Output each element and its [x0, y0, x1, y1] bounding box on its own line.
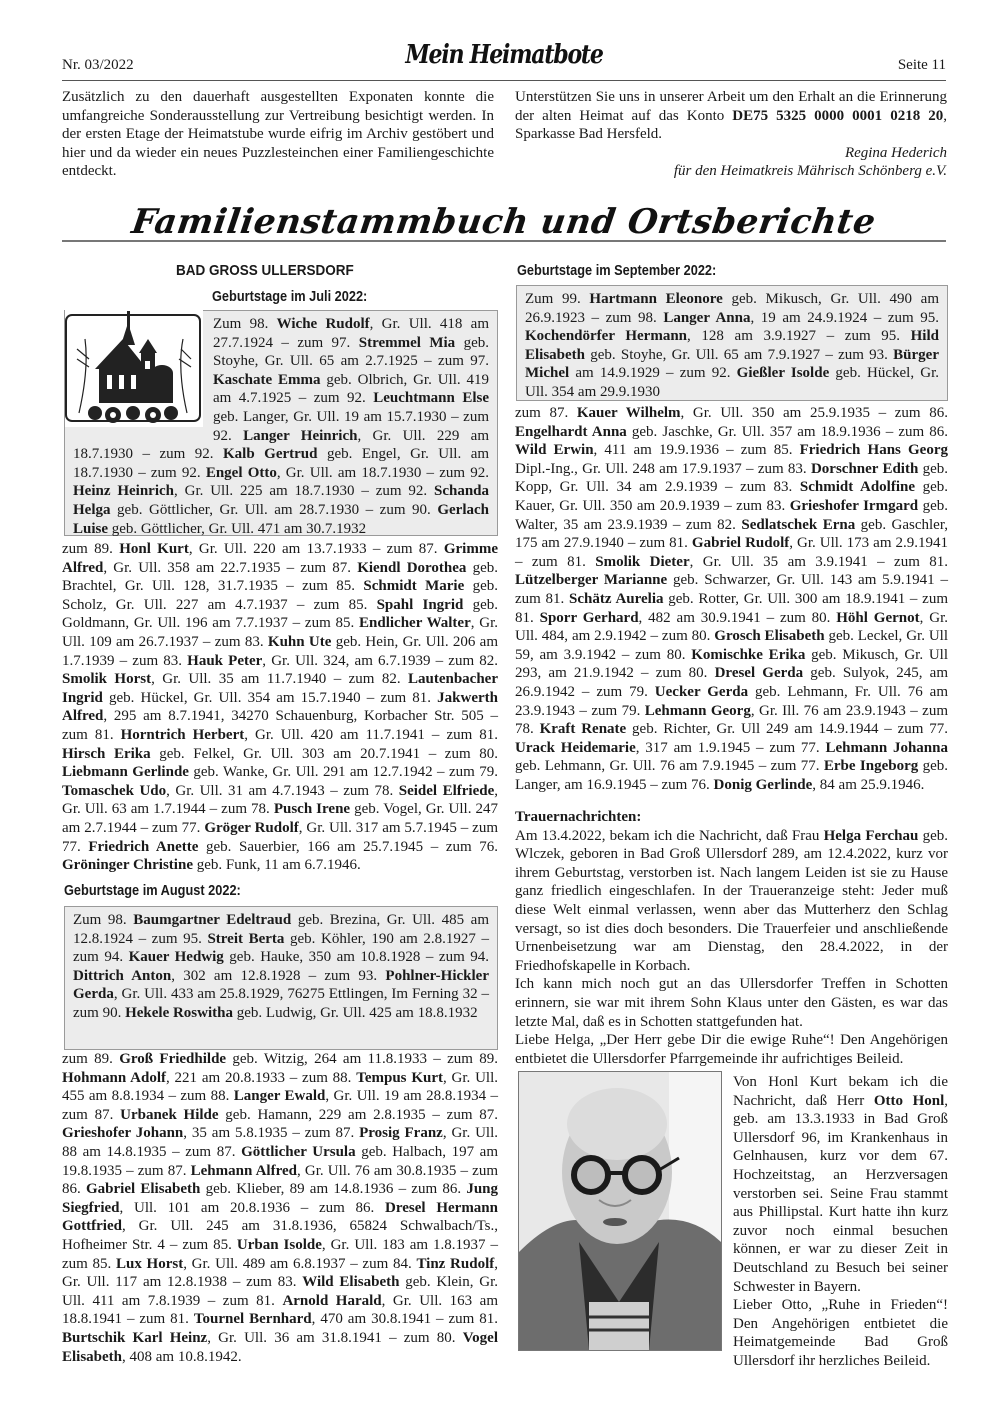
- person-name: Gröger Rudolf: [204, 819, 299, 836]
- place-heading: BAD GROSS ULLERSDORF: [176, 262, 354, 279]
- person-name: Erbe Ingeborg: [823, 758, 919, 775]
- text-segment: geb. Walter, 35 am 23.9.1939 – zum 82.: [515, 497, 948, 533]
- person-name: Hauk Peter: [187, 652, 263, 669]
- text-segment: , Gr. Ull. 358 am 22.7.1935 – zum 87.: [103, 559, 358, 576]
- obituary-helga-paragraph-2: Ich kann mich noch gut an das Ullersdorfer Treffen in Schotten erinnern, sie war mit ihrem Sohn Klaus unter den Gästen, es war das letzte Mal, daß es in Schotten stattgefunden hat.: [515, 976, 948, 1030]
- intro-right-paragraph: [515, 88, 947, 181]
- text-segment: zum 89.: [62, 1051, 120, 1067]
- person-name: Schmidt Marie: [363, 578, 465, 595]
- church-emblem-icon: [65, 309, 203, 427]
- section-title: [62, 200, 946, 242]
- july-list-continued: [62, 540, 498, 875]
- text-segment: , Gr. Ull. 35 am 3.9.1941 – zum 81.: [689, 553, 949, 570]
- text-segment: geb. Göttlicher, Gr. Ull. am 28.7.1930 – zum 90.: [110, 501, 438, 518]
- person-name: Höhl Gernot: [836, 609, 920, 626]
- person-name: Seidel Elfriede: [398, 782, 495, 799]
- person-name: Hild Elisabeth: [525, 328, 939, 363]
- person-name: Langer Ewald: [233, 1088, 326, 1105]
- text-segment: , 470 am 30.8.1941 – zum 81.: [311, 1311, 499, 1328]
- person-name: Gabriel Rudolf: [691, 535, 790, 552]
- person-name: Komischke Erika: [691, 646, 806, 663]
- july-heading: Geburtstage im Juli 2022:: [212, 289, 368, 305]
- person-name: Prosig Franz: [359, 1125, 443, 1142]
- person-name: Dittrich Anton: [73, 967, 172, 984]
- person-name: Bürger Michel: [525, 346, 939, 382]
- person-name: Kaschate Emma: [213, 371, 321, 388]
- text-segment: geb. Schwarzer, Gr. Ull. 143 am 5.9.1941 – zum 81.: [515, 572, 948, 607]
- person-name: Pohlner-Hickler Gerda: [73, 967, 489, 1003]
- text-segment: , Gr. Ull. 63 am 1.7.1944 – zum 78.: [62, 782, 498, 818]
- text-segment: Zum 98.: [213, 316, 277, 332]
- text-segment: geb. Halbach, 197 am 19.8.1935 – zum 87.: [62, 1143, 499, 1179]
- section-title-text: Familienstammbuch und Ortsberichte: [129, 202, 879, 242]
- signature-name: Regina Hederich: [844, 144, 947, 161]
- text-segment: geb. Göttlicher, Gr. Ull. 471 am 30.7.1932: [108, 520, 367, 537]
- august-rest-text: [62, 1050, 498, 1366]
- portrait-photo: [518, 1071, 722, 1351]
- text-segment: geb. Brezina, Gr. Ull. 485 am 12.8.1924 – zum 95.: [73, 912, 489, 947]
- person-name: Schmidt Adolfine: [799, 479, 915, 496]
- text-segment: , 35 am 5.8.1935 – zum 87.: [183, 1125, 360, 1142]
- text-segment: Zum 98.: [73, 912, 134, 928]
- text-segment: geb. Mikusch, Gr. Ull 293, am 21.9.1942 – zum 80.: [515, 646, 948, 682]
- text-segment: , Gr. Ull. 109 am 26.7.1937 – zum 83.: [62, 615, 498, 650]
- september-box: [516, 285, 948, 401]
- person-name: Kuhn Ute: [267, 633, 332, 650]
- text-segment: , Gr. Ull. 117 am 12.8.1938 – zum 83.: [62, 1255, 498, 1291]
- person-name: Streit Berta: [207, 930, 285, 947]
- text-segment: , Gr. Ull. 418 am 27.7.1924 – zum 97.: [213, 316, 489, 351]
- text-segment: , 302 am 12.8.1928 – zum 93.: [171, 967, 386, 984]
- text-segment: , 482 am 30.9.1941 – zum 80.: [638, 609, 837, 626]
- text-segment: geb. Funk, 11 am 6.7.1946.: [192, 857, 361, 874]
- person-name: Göttlicher Ursula: [241, 1143, 356, 1160]
- text-segment: geb. Vogel, Gr. Ull. 247 am 2.7.1944 – zum 77.: [62, 801, 499, 836]
- text-segment: geb. Kauer, Gr. Ull. 350 am 20.9.1939 – zum 83.: [515, 479, 948, 514]
- text-segment: geb. Stoyhe, Gr. Ull. 65 am 2.7.1925 – zum 97.: [213, 334, 489, 370]
- text-segment: geb. Kopp, Gr. Ull. 34 am 2.9.1939 – zum 83.: [515, 460, 948, 496]
- text-segment: Von Honl Kurt bekam ich die Nachricht, daß Herr: [733, 1074, 948, 1109]
- person-name: Grieshofer Irmgard: [789, 497, 919, 514]
- text-segment: geb. Richter, Gr. Ull 249 am 14.9.1944 – zum 77.: [626, 721, 948, 738]
- person-name: Jung Siegfried: [62, 1181, 499, 1216]
- obituaries-heading: Trauernachrichten:: [515, 809, 642, 825]
- text-segment: , Gr. Ull. 163 am 18.8.1941 – zum 81.: [62, 1292, 498, 1328]
- text-segment: geb. Hückel, Gr. Ull. 354 am 29.9.1930: [525, 365, 940, 400]
- text-segment: , 411 am 19.9.1936 – zum 85.: [593, 442, 800, 459]
- person-name: Engelhardt Anna: [515, 423, 627, 440]
- person-name: Tempus Kurt: [356, 1069, 443, 1086]
- person-name: Kiendl Dorothea: [357, 559, 467, 576]
- obituary-otto-section: [733, 1073, 948, 1371]
- text-segment: geb. Langer, Gr. Ull. 19 am 15.7.1930 – zum 92.: [213, 408, 489, 444]
- person-name: Schanda Helga: [73, 483, 490, 518]
- text-segment: geb. Hauke, 350 am 10.8.1928 – zum 94.: [223, 949, 489, 966]
- person-name: Schätz Aurelia: [569, 590, 664, 607]
- person-name: Dresel Hermann Gottfried: [62, 1199, 498, 1235]
- text-segment: geb. Engel, Gr. Ull. am 18.7.1930 – zum 92.: [73, 446, 490, 481]
- person-name: Hekele Roswitha: [125, 1004, 233, 1021]
- person-name: Otto Honl: [873, 1092, 945, 1109]
- person-name: Lehmann Alfred: [190, 1162, 297, 1179]
- text-segment: , Gr. Ull. 245 am 31.8.1936, 65824 Schwalbach/Ts., Hofheimer Str. 4 – zum 85.: [62, 1218, 498, 1253]
- text-segment: , 408 am 10.8.1942.: [122, 1348, 242, 1365]
- person-name: Stremmel Mia: [358, 334, 456, 351]
- september-rest-text: [515, 404, 948, 794]
- intro-left-text: Zusätzlich zu den dauerhaft ausgestellten Exponaten konnte die umfangreiche Sonderausstellung zur Vertreibung besichtigt werden. In der ersten Etage der Heimatstube wurde eifrig im Archiv gestöbert und hier und da wieder ein neues Puzzlesteinchen einer Familiengeschichte entdeckt.: [62, 89, 494, 180]
- person-name: Kauer Wilhelm: [576, 405, 681, 421]
- text-segment: geb. Gaschler, 175 am 27.9.1940 – zum 81.: [515, 516, 948, 552]
- text-segment: , Gr. Ill. 76 am 23.9.1943 – zum 78.: [515, 702, 948, 738]
- person-name: Pusch Irene: [273, 801, 351, 818]
- text-segment: , Gr. Ull. 324, am 6.7.1939 – zum 82.: [262, 652, 499, 669]
- text-segment: geb. Jaschke, Gr. Ull. 357 am 18.9.1936 – zum 86.: [626, 423, 949, 440]
- text-segment: , 317 am 1.9.1945 – zum 77.: [635, 739, 826, 756]
- person-name: Donig Gerlinde: [713, 776, 813, 793]
- text-segment: , Gr. Ull. 173 am 2.9.1941 – zum 81.: [515, 535, 948, 570]
- text-segment: geb. Sauerbier, 166 am 25.7.1945 – zum 76.: [198, 838, 499, 855]
- person-name: Lux Horst: [116, 1255, 184, 1272]
- text-segment: geb. Köhler, 190 am 2.8.1927 – zum 94.: [73, 930, 489, 966]
- person-name: Arnold Harald: [282, 1292, 382, 1309]
- donation-text-after: , Sparkasse Bad Hersfeld.: [515, 107, 947, 143]
- person-name: Honl Kurt: [119, 541, 189, 557]
- text-segment: , geb. am 13.3.1933 in Bad Groß Ullersdorf 96, im Krankenhaus in Gelnhausen, kurz vor dem 67. Hochzeitstag, an Herzversagen verstorben sei. Seine Frau stammt aus Phillipstal. Kurt hatte ihn kurz zuvor noch einmal besuchen können, er war zu dieser Zeit in Deutschland zu Besuch bei seiner Schwester in Bayern.: [733, 1092, 948, 1295]
- september-list-continued: [515, 404, 948, 794]
- text-segment: geb. Leckel, Gr. Ull 59, am 3.9.1942 – zum 80.: [515, 628, 948, 663]
- person-name: Urban Isolde: [236, 1236, 322, 1253]
- person-name: Kochendörfer Hermann: [525, 328, 688, 345]
- text-segment: geb. Goldmann, Gr. Ull. 196 am 7.7.1937 – zum 85.: [62, 596, 498, 632]
- issue-number: Nr. 03/2022: [62, 57, 134, 73]
- text-segment: , Gr. Ull. 350 am 25.9.1935 – zum 86.: [680, 405, 948, 421]
- text-segment: , Gr. Ull. 183 am 1.8.1937 – zum 85.: [62, 1236, 498, 1272]
- person-name: Dresel Gerda: [714, 665, 804, 682]
- person-name: Tomaschek Udo: [62, 782, 167, 799]
- person-name: Wiche Rudolf: [276, 316, 370, 332]
- person-name: Lützelberger Marianne: [515, 572, 668, 589]
- page-header: [62, 40, 946, 81]
- text-segment: , Gr. Ull. 484, am 2.9.1942 – zum 80.: [515, 609, 949, 645]
- july-box: [64, 310, 498, 536]
- text-segment: geb. Sulyok, 245, am 26.9.1942 – zum 79.: [515, 665, 948, 700]
- person-name: Lautenbacher Ingrid: [62, 671, 498, 706]
- text-segment: geb. Hückel, Gr. Ull. 354 am 15.7.1940 – zum 81.: [102, 689, 438, 706]
- person-name: Gerlach Luise: [73, 501, 489, 537]
- person-name: Vogel Elisabeth: [62, 1329, 498, 1365]
- obituary-otto-paragraph-1: [733, 1073, 948, 1296]
- text-segment: geb. Witzig, 264 am 11.8.1933 – zum 89.: [226, 1051, 499, 1067]
- person-name: Sporr Gerhard: [539, 609, 639, 626]
- text-segment: , 221 am 20.8.1933 – zum 88.: [166, 1069, 357, 1086]
- person-name: Groß Friedhilde: [119, 1051, 227, 1067]
- person-name: Urack Heidemarie: [515, 739, 636, 756]
- person-name: Lehmann Georg: [644, 702, 751, 719]
- text-segment: geb. Scholz, Gr. Ull. 227 am 4.7.1937 – zum 85.: [62, 578, 498, 613]
- person-name: Kraft Renate: [539, 721, 627, 738]
- person-name: Wild Erwin: [515, 442, 594, 459]
- person-name: Helga Ferchau: [823, 827, 919, 844]
- person-name: Engel Otto: [205, 464, 277, 481]
- text-segment: , Gr. Ull. 229 am 18.7.1930 – zum 92.: [73, 427, 489, 463]
- text-segment: geb. Wanke, Gr. Ull. 291 am 12.7.1942 – zum 79.: [188, 764, 498, 781]
- person-name: Grieshofer Johann: [62, 1125, 184, 1142]
- august-box: [64, 906, 498, 1050]
- person-name: Smolik Dieter: [595, 553, 690, 570]
- person-name: Baumgartner Edeltraud: [133, 912, 292, 928]
- person-name: Langer Anna: [663, 309, 751, 326]
- person-name: Leuchtmann Else: [373, 390, 489, 407]
- person-name: Gabriel Elisabeth: [85, 1181, 201, 1198]
- iban: DE75 5325 0000 0001 0218 20: [732, 107, 944, 124]
- person-name: Grosch Elisabeth: [714, 628, 825, 645]
- text-segment: , 19 am 24.9.1924 – zum 95.: [750, 309, 940, 326]
- person-name: Friedrich Hans Georg: [799, 442, 948, 459]
- person-name: Liebmann Gerlinde: [62, 764, 189, 781]
- text-segment: , 128 am 3.9.1927 – zum 95.: [687, 328, 911, 345]
- text-segment: geb. Klieber, 89 am 14.8.1936 – zum 86.: [200, 1181, 467, 1198]
- person-name: Langer Heinrich: [243, 427, 358, 444]
- text-segment: , Gr. Ull. am 18.7.1930 – zum 92.: [276, 464, 489, 481]
- text-segment: , 84 am 25.9.1946.: [812, 776, 925, 793]
- text-segment: geb. Brachtel, Gr. Ull. 128, 31.7.1935 – zum 85.: [62, 559, 498, 595]
- text-segment: Zum 99.: [525, 291, 590, 307]
- signature-org: für den Heimatkreis Mährisch Schönberg e.V.: [673, 163, 947, 180]
- person-name: Hohmann Adolf: [62, 1069, 166, 1086]
- text-segment: geb. Langer, am 16.9.1945 – zum 76.: [515, 758, 948, 793]
- text-segment: , Gr. Ull. 88 am 14.8.1935 – zum 87.: [62, 1125, 499, 1160]
- person-name: Urbanek Hilde: [120, 1106, 219, 1123]
- obituary-helga-paragraph-3: Liebe Helga, „Der Herr gebe Dir die ewige Ruhe“! Den Angehörigen entbietet die Ullersdorfer Pfarrgemeinde ihr aufrichtiges Beileid.: [515, 1032, 948, 1067]
- text-segment: geb. Ludwig, Gr. Ull. 425 am 18.8.1932: [233, 1004, 478, 1021]
- person-name: Grimme Alfred: [62, 541, 498, 576]
- text-segment: zum 87.: [515, 405, 577, 421]
- person-name: Hartmann Eleonore: [589, 291, 723, 307]
- text-segment: , Gr. Ull. 489 am 6.8.1937 – zum 84.: [183, 1255, 417, 1272]
- text-segment: , Gr. Ull. 36 am 31.8.1941 – zum 80.: [207, 1329, 463, 1346]
- person-name: Wild Elisabeth: [302, 1274, 400, 1291]
- text-segment: am 14.9.1929 – zum 92.: [569, 365, 737, 382]
- august-heading: Geburtstage im August 2022:: [64, 883, 241, 899]
- text-segment: , Gr. Ull. 420 am 11.7.1941 – zum 81.: [244, 726, 499, 743]
- text-segment: , Gr. Ull. 455 am 8.8.1934 – zum 88.: [62, 1069, 498, 1105]
- person-name: Hirsch Erika: [62, 745, 151, 762]
- text-segment: , 295 am 8.7.1941, 34270 Schauenburg, Korbacher Str. 505 – zum 81.: [62, 708, 498, 743]
- text-segment: geb. Klein, Gr. Ull. 411 am 7.8.1939 – zum 81.: [62, 1274, 499, 1309]
- text-segment: Am 13.4.2022, bekam ich die Nachricht, daß Frau: [515, 827, 824, 844]
- person-name: Sedlatschek Erna: [741, 516, 856, 533]
- person-name: Gröninger Christine: [62, 857, 193, 874]
- august-list-continued: [62, 1050, 498, 1366]
- person-name: Friedrich Anette: [88, 838, 199, 855]
- text-segment: geb. Lehmann, Gr. Ull. 76 am 7.9.1945 – zum 77.: [515, 758, 824, 775]
- person-name: Kauer Hedwig: [128, 949, 224, 966]
- donation-text-before: Unterstützen Sie uns in unserer Arbeit um den Erhalt an die Erinnerung der alten Heimat auf das Konto: [515, 89, 947, 124]
- text-segment: geb. Hein, Gr. Ull. 206 am 1.7.1939 – zum 83.: [62, 633, 498, 669]
- person-name: Burtschik Karl Heinz: [62, 1329, 208, 1346]
- july-rest-text: [62, 540, 498, 875]
- person-name: Gießler Isolde: [736, 365, 830, 382]
- obituaries-section: [515, 808, 948, 1068]
- person-name: Spahl Ingrid: [376, 596, 464, 613]
- person-name: Lehmann Johanna: [825, 739, 948, 756]
- person-name: Jakwerth Alfred: [62, 689, 498, 725]
- text-segment: Dipl.-Ing., Gr. Ull. 248 am 17.9.1937 – zum 83.: [515, 460, 811, 477]
- text-segment: geb. Lehmann, Fr. Ull. 76 am 23.9.1943 – zum 79.: [515, 683, 948, 719]
- september-boxed-text: [525, 291, 939, 400]
- text-segment: geb. Hamann, 229 am 2.8.1935 – zum 87.: [218, 1106, 498, 1123]
- text-segment: , Gr. Ull. 35 am 11.7.1940 – zum 82.: [151, 671, 408, 688]
- text-segment: , Gr. Ull. 433 am 25.8.1929, 76275 Ettlingen, Im Ferning 32 – zum 90.: [73, 986, 489, 1021]
- text-segment: , Gr. Ull. 220 am 13.7.1933 – zum 87.: [188, 541, 444, 557]
- person-name: Tinz Rudolf: [416, 1255, 495, 1272]
- text-segment: geb. Rotter, Gr. Ull. 300 am 18.9.1941 – zum 81.: [515, 590, 948, 626]
- text-segment: zum 89.: [62, 541, 120, 557]
- text-segment: geb. Felkel, Gr. Ull. 303 am 20.7.1941 – zum 80.: [150, 745, 498, 762]
- obituary-helga-paragraph-1: [515, 827, 948, 976]
- text-segment: geb. Olbrich, Gr. Ull. 419 am 4.7.1925 – zum 92.: [213, 371, 489, 407]
- text-segment: geb. Stoyhe, Gr. Ull. 65 am 7.9.1927 – zum 93.: [585, 346, 894, 363]
- text-segment: , Gr. Ull. 317 am 5.7.1945 – zum 77.: [62, 819, 498, 855]
- text-segment: , Gr. Ull. 31 am 4.7.1943 – zum 78.: [166, 782, 399, 799]
- person-name: Dorschner Edith: [810, 460, 919, 477]
- person-name: Tournel Bernhard: [193, 1311, 312, 1328]
- text-segment: geb. Wlczek, geboren in Bad Groß Ullersdorf 289, am 12.4.2022, kurz vor ihrem Geburtstag, verstorben ist. Nach langem Leiden ist sie zu Hause ganz friedlich eingeschlafen. In der Traueranzeige steht: Jeder muß diese Welt einmal verlassen, wenn aber das Mutterherz den Schlag versagt, so ist dies doch besonders. Die Trauerfeier und anschließende Urnenbeisetzung war am Dienstag, den 28.4.2022, in der Friedhofskapelle in Korbach.: [515, 827, 948, 974]
- masthead-logo: Mein Heimatbote: [405, 40, 603, 70]
- person-name: Kalb Gertrud: [223, 446, 318, 463]
- august-boxed-text: [73, 912, 489, 1021]
- text-segment: , Gr. Ull. 19 am 28.8.1934 – zum 87.: [62, 1088, 498, 1123]
- text-segment: , Gr. Ull. 76 am 30.8.1935 – zum 86.: [62, 1162, 498, 1198]
- person-name: Horntrich Herbert: [120, 726, 245, 743]
- person-name: Smolik Horst: [62, 671, 152, 688]
- page-number: Seite 11: [897, 57, 946, 73]
- person-name: Heinz Heinrich: [73, 483, 175, 500]
- text-segment: geb. Mikusch, Gr. Ull. 490 am 26.9.1923 – zum 98.: [525, 291, 939, 326]
- text-segment: , Ull. 101 am 20.8.1936 – zum 86.: [119, 1199, 386, 1216]
- person-name: Uecker Gerda: [654, 683, 749, 700]
- intro-left-paragraph: [62, 88, 494, 181]
- obituary-otto-paragraph-2: Lieber Otto, „Ruhe in Frieden“! Den Angehörigen entbietet die Heimatgemeinde Bad Groß Ullersdorf ihr herzliches Beileid.: [733, 1297, 948, 1369]
- person-name: Endlicher Walter: [359, 615, 471, 632]
- text-segment: , Gr. Ull. 225 am 18.7.1930 – zum 92.: [174, 483, 434, 500]
- donation-text: [515, 88, 947, 144]
- september-heading: Geburtstage im September 2022:: [517, 263, 717, 279]
